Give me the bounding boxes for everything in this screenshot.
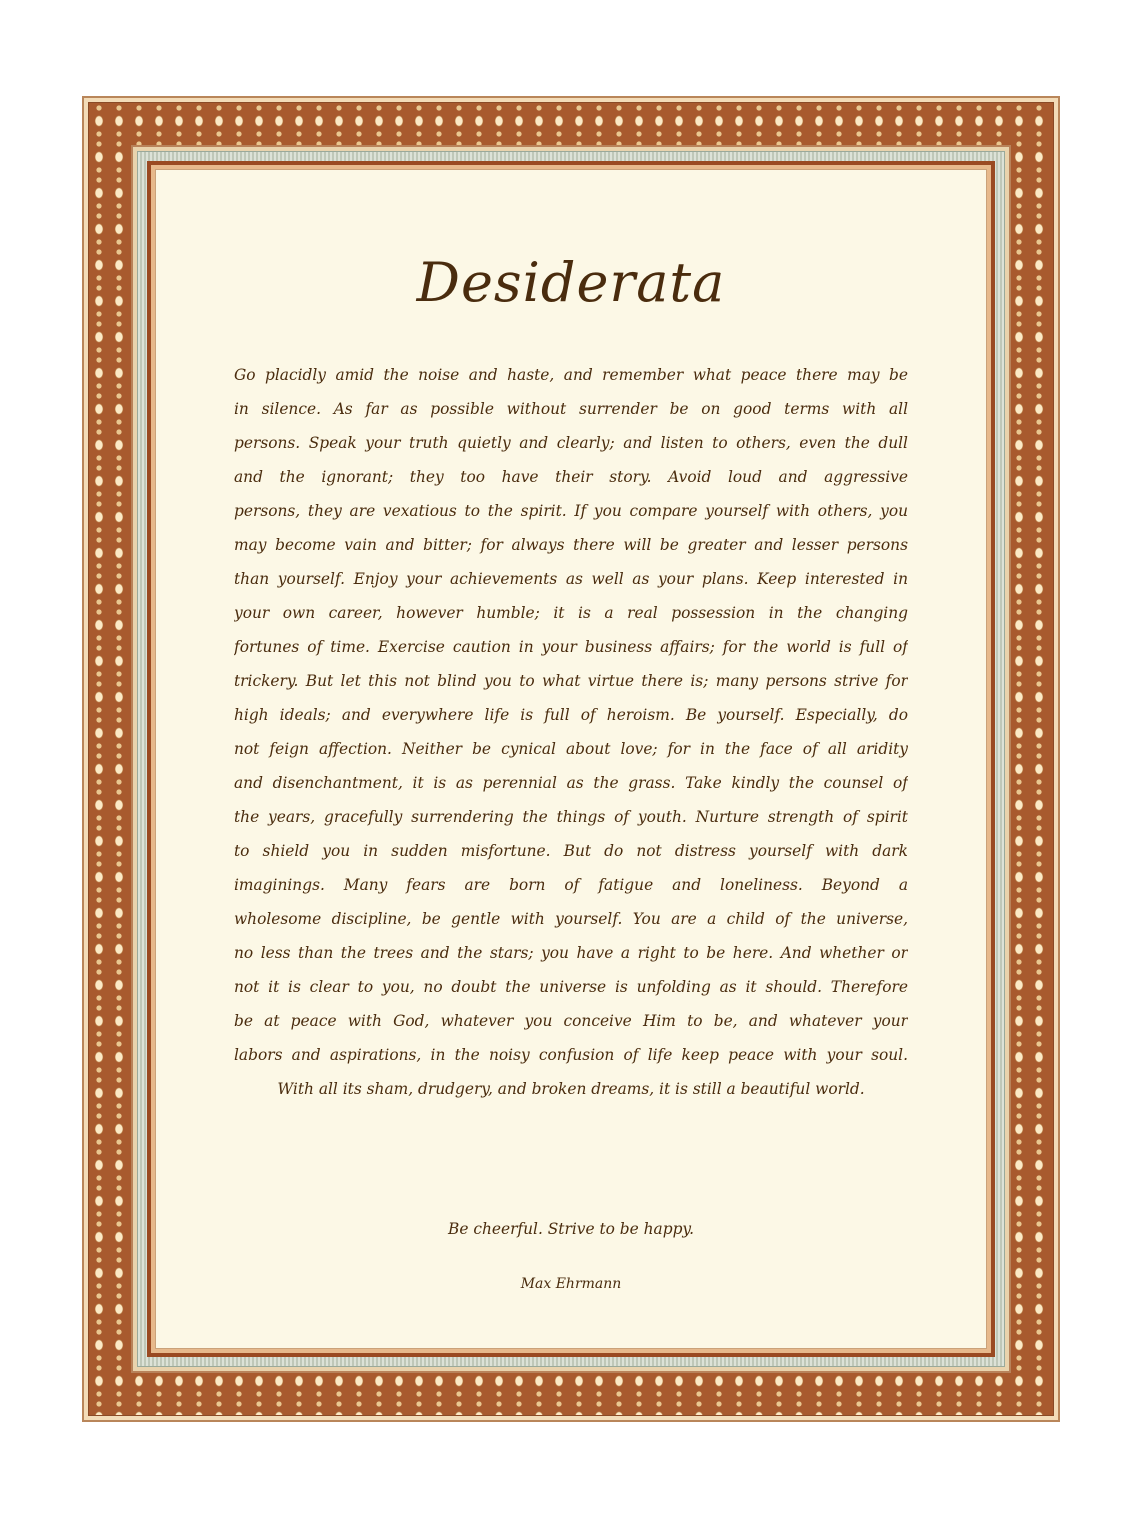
poem-line: your own career, however humble; it is a real possession in the changing (234, 604, 908, 622)
poem-line: high ideals; and everywhere life is full of heroism. Be yourself. Especially, do (234, 706, 908, 724)
poem-line: wholesome discipline, be gentle with yourself. You are a child of the universe, (234, 910, 908, 928)
poem-line: not feign affection. Neither be cynical about love; for in the face of all aridity (234, 740, 908, 758)
author-signature: Max Ehrmann (520, 1276, 622, 1292)
poem-line: fortunes of time. Exercise caution in your business affairs; for the world is full of (234, 638, 908, 656)
poem-line: be at peace with God, whatever you conceive Him to be, and whatever your (234, 1012, 908, 1030)
poem-line: may become vain and bitter; for always there will be greater and lesser persons (234, 536, 908, 554)
poem-line: persons. Speak your truth quietly and clearly; and listen to others, even the dull (234, 434, 908, 452)
poem-body (234, 358, 908, 1174)
closing-line: Be cheerful. Strive to be happy. (448, 1220, 694, 1238)
poem-title: Desiderata (416, 251, 726, 314)
poem-line: labors and aspirations, in the noisy confusion of life keep peace with your soul. (234, 1046, 908, 1064)
rust-liner-border (147, 161, 995, 1357)
poem-line: and disenchantment, it is as perennial as the grass. Take kindly the counsel of (234, 774, 908, 792)
poem-line: not it is clear to you, no doubt the universe is unfolding as it should. Therefore (234, 978, 908, 996)
poem-line: With all its sham, drudgery, and broken dreams, it is still a beautiful world. (277, 1080, 865, 1098)
poem-content (156, 170, 986, 1348)
beaded-border (88, 102, 1054, 1416)
poem-line: imaginings. Many fears are born of fatigue and loneliness. Beyond a (234, 876, 908, 894)
poem-line: trickery. But let this not blind you to what virtue there is; many persons strive for (234, 672, 908, 690)
poem-line: no less than the trees and the stars; you have a right to be here. And whether or (234, 944, 908, 962)
frame-inner-trim (131, 145, 1011, 1373)
poem-panel (155, 169, 987, 1349)
poem-line: and the ignorant; they too have their story. Avoid loud and aggressive (234, 468, 908, 486)
poem-line: in silence. As far as possible without surrender be on good terms with all (234, 400, 908, 418)
poem-line: to shield you in sudden misfortune. But do not distress yourself with dark (234, 842, 908, 860)
poem-line: persons, they are vexatious to the spirit. If you compare yourself with others, you (234, 502, 908, 520)
poem-line: Go placidly amid the noise and haste, and remember what peace there may be (234, 366, 908, 384)
sage-fillet-border (137, 151, 1005, 1367)
poem-line: than yourself. Enjoy your achievements as well as your plans. Keep interested in (234, 570, 908, 588)
ornate-frame (82, 96, 1060, 1422)
poem-line: the years, gracefully surrendering the things of youth. Nurture strength of spirit (234, 808, 908, 826)
